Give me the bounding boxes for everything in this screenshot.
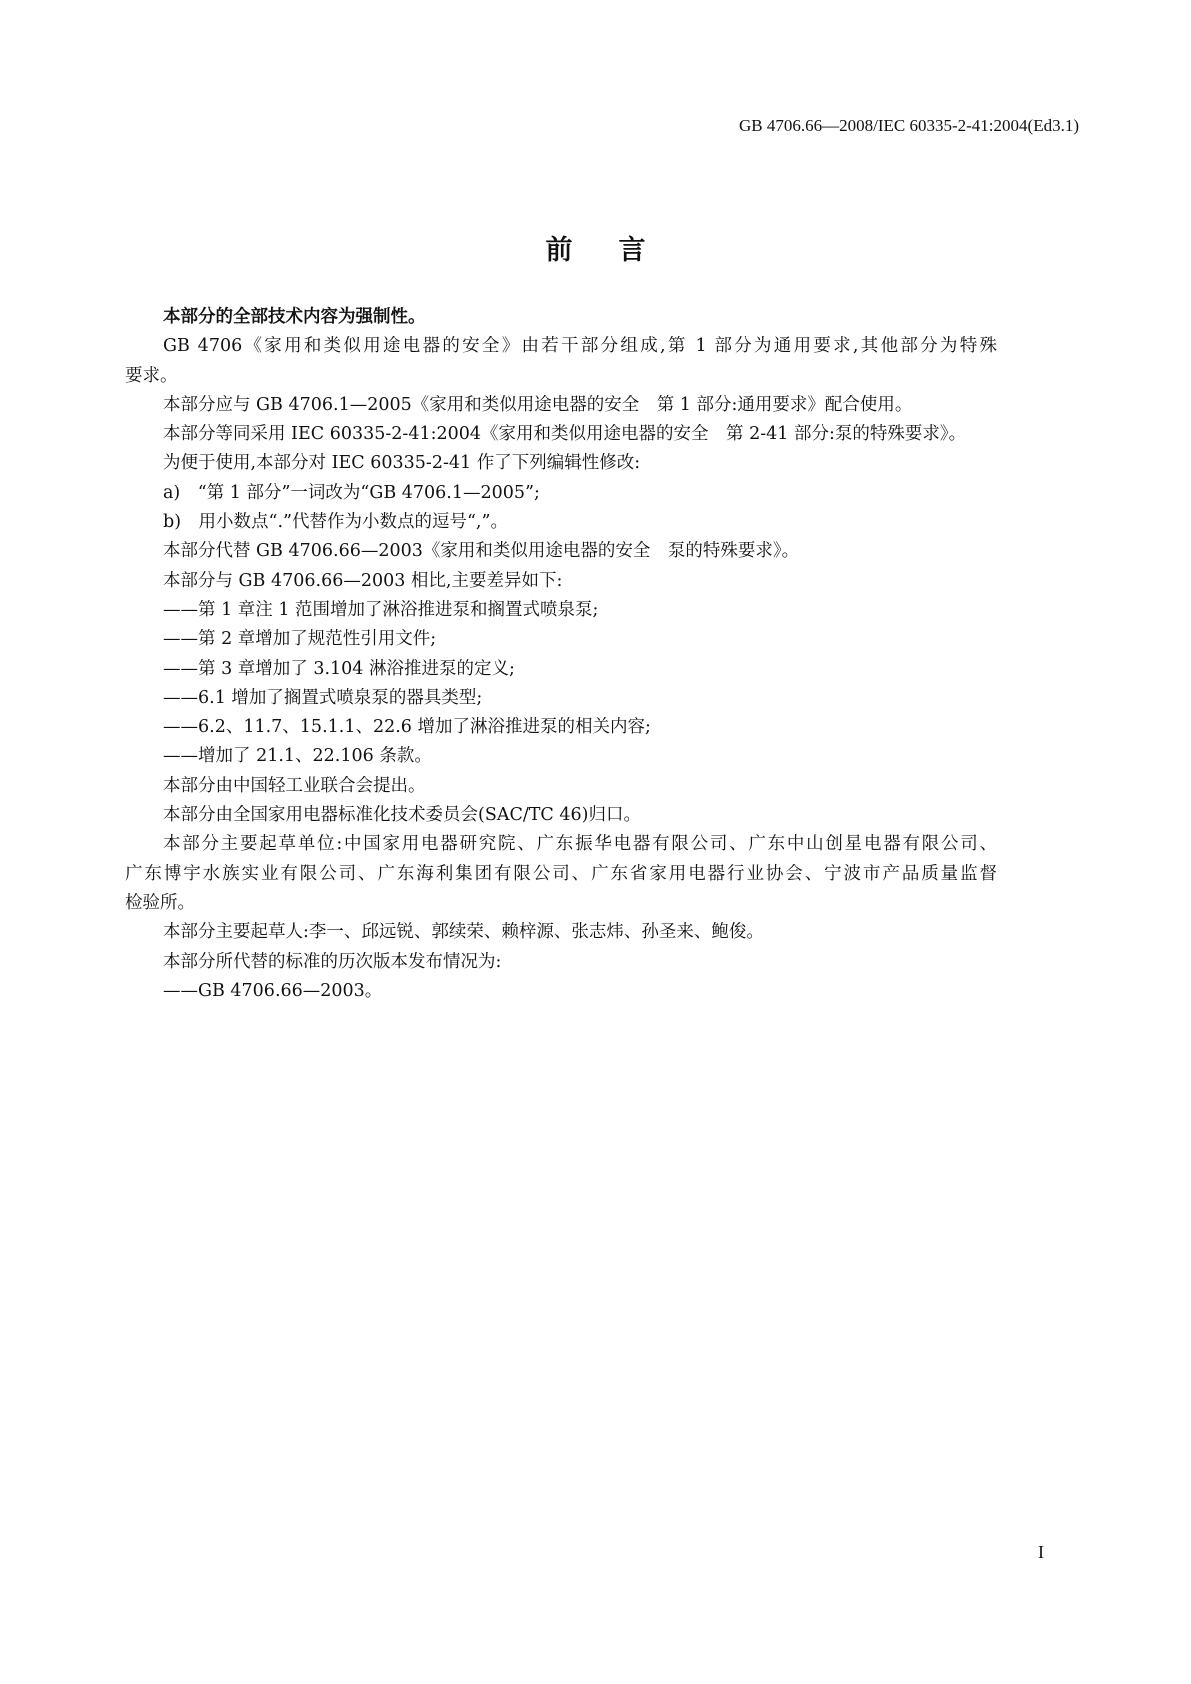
- text-line: 检验所。: [125, 892, 195, 913]
- text-line: a) “第 1 部分”一词改为“GB 4706.1—2005”;: [163, 482, 540, 503]
- text-line: ——第 1 章注 1 范围增加了淋浴推进泵和搁置式喷泉泵;: [163, 599, 599, 620]
- page-number: I: [1038, 1542, 1044, 1562]
- standard-code-header: GB 4706.66—2008/IEC 60335-2-41:2004(Ed3.1): [739, 116, 1079, 135]
- text-line: ——6.2、11.7、15.1.1、22.6 增加了淋浴推进泵的相关内容;: [163, 717, 651, 738]
- text-line: b) 用小数点“.”代替作为小数点的逗号“,”。: [163, 512, 508, 533]
- text-line: ——GB 4706.66—2003。: [163, 980, 383, 1001]
- text-line: 本部分主要起草单位:中国家用电器研究院、广东振华电器有限公司、广东中山创星电器有限公司、: [163, 834, 997, 855]
- text-line: ——增加了 21.1、22.106 条款。: [163, 746, 432, 767]
- text-line: 本部分由中国轻工业联合会提出。: [163, 775, 426, 796]
- text-line: 本部分由全国家用电器标准化技术委员会(SAC/TC 46)归口。: [163, 805, 641, 826]
- text-line: 本部分的全部技术内容为强制性。: [163, 307, 426, 327]
- text-line: 本部分所代替的标准的历次版本发布情况为:: [163, 951, 502, 972]
- text-line: ——第 3 章增加了 3.104 淋浴推进泵的定义;: [163, 658, 515, 679]
- text-line: 本部分代替 GB 4706.66—2003《家用和类似用途电器的安全 泵的特殊要求》。: [163, 541, 800, 562]
- text-line: 本部分主要起草人:李一、邱远锐、郭续荣、赖梓源、张志炜、孙圣来、鲍俊。: [163, 922, 764, 943]
- text-line: 要求。: [125, 365, 178, 386]
- text-line: 本部分应与 GB 4706.1—2005《家用和类似用途电器的安全 第 1 部分:通用要求》配合使用。: [163, 394, 913, 415]
- text-line: 广东博宇水族实业有限公司、广东海利集团有限公司、广东省家用电器行业协会、宁波市产品质量监督: [125, 863, 997, 884]
- text-line: ——第 2 章增加了规范性引用文件;: [163, 629, 437, 650]
- text-line: 为便于使用,本部分对 IEC 60335-2-41 作了下列编辑性修改:: [163, 453, 641, 474]
- text-line: 本部分等同采用 IEC 60335-2-41:2004《家用和类似用途电器的安全 第 2-41 部分:泵的特殊要求》。: [163, 424, 967, 445]
- page-title: 前言: [545, 235, 692, 266]
- foreword-body: [125, 303, 997, 1006]
- text-line: ——6.1 增加了搁置式喷泉泵的器具类型;: [163, 687, 483, 708]
- text-line: GB 4706《家用和类似用途电器的安全》由若干部分组成,第 1 部分为通用要求,其他部分为特殊: [163, 336, 997, 357]
- text-line: 本部分与 GB 4706.66—2003 相比,主要差异如下:: [163, 570, 563, 591]
